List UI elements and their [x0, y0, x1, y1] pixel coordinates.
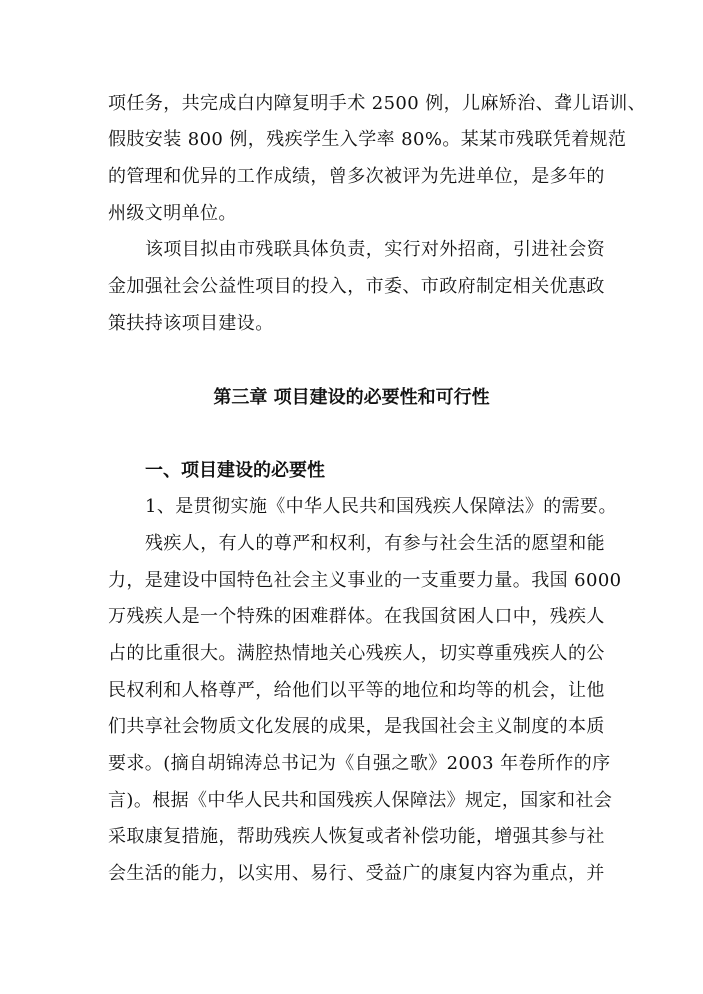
text-line: 项任务，共完成白内障复明手术 2500 例，儿麻矫治、聋儿语训、 — [108, 93, 647, 114]
text-line: 力，是建设中国特色社会主义事业的一支重要力量。我国 6000 — [108, 570, 622, 591]
text-line: 会生活的能力，以实用、易行、受益广的康复内容为重点，并 — [108, 863, 605, 884]
text-line: 万残疾人是一个特殊的困难群体。在我国贫困人口中，残疾人 — [108, 606, 605, 627]
text-line: 的管理和优异的工作成绩，曾多次被评为先进单位，是多年的 — [108, 166, 605, 187]
text-line: 们共享社会物质文化发展的成果，是我国社会主义制度的本质 — [108, 716, 605, 737]
text-line: 言)。根据《中华人民共和国残疾人保障法》规定，国家和社会 — [108, 790, 613, 811]
list-item: 1、是贯彻实施《中华人民共和国残疾人保障法》的需要。 — [145, 496, 617, 517]
text-line: 州级文明单位。 — [108, 203, 237, 224]
chapter-title: 第三章 项目建设的必要性和可行性 — [213, 387, 490, 408]
text-line: 该项目拟由市残联具体负责，实行对外招商，引进社会资 — [145, 239, 605, 260]
section-title: 一、项目建设的必要性 — [145, 460, 325, 481]
text-line: 策扶持该项目建设。 — [108, 313, 274, 334]
text-line: 占的比重很大。满腔热情地关心残疾人，切实尊重残疾人的公 — [108, 643, 605, 664]
text-line: 金加强社会公益性项目的投入，市委、市政府制定相关优惠政 — [108, 276, 605, 297]
text-line: 采取康复措施，帮助残疾人恢复或者补偿功能，增强其参与社 — [108, 826, 605, 847]
text-line: 假肢安装 800 例，残疾学生入学率 80%。某某市残联凭着规范 — [108, 129, 627, 150]
text-line: 要求。(摘自胡锦涛总书记为《自强之歌》2003 年卷所作的序 — [108, 753, 611, 774]
text-line: 民权利和人格尊严，给他们以平等的地位和均等的机会，让他 — [108, 680, 605, 701]
text-line: 残疾人，有人的尊严和权利，有参与社会生活的愿望和能 — [145, 533, 605, 554]
